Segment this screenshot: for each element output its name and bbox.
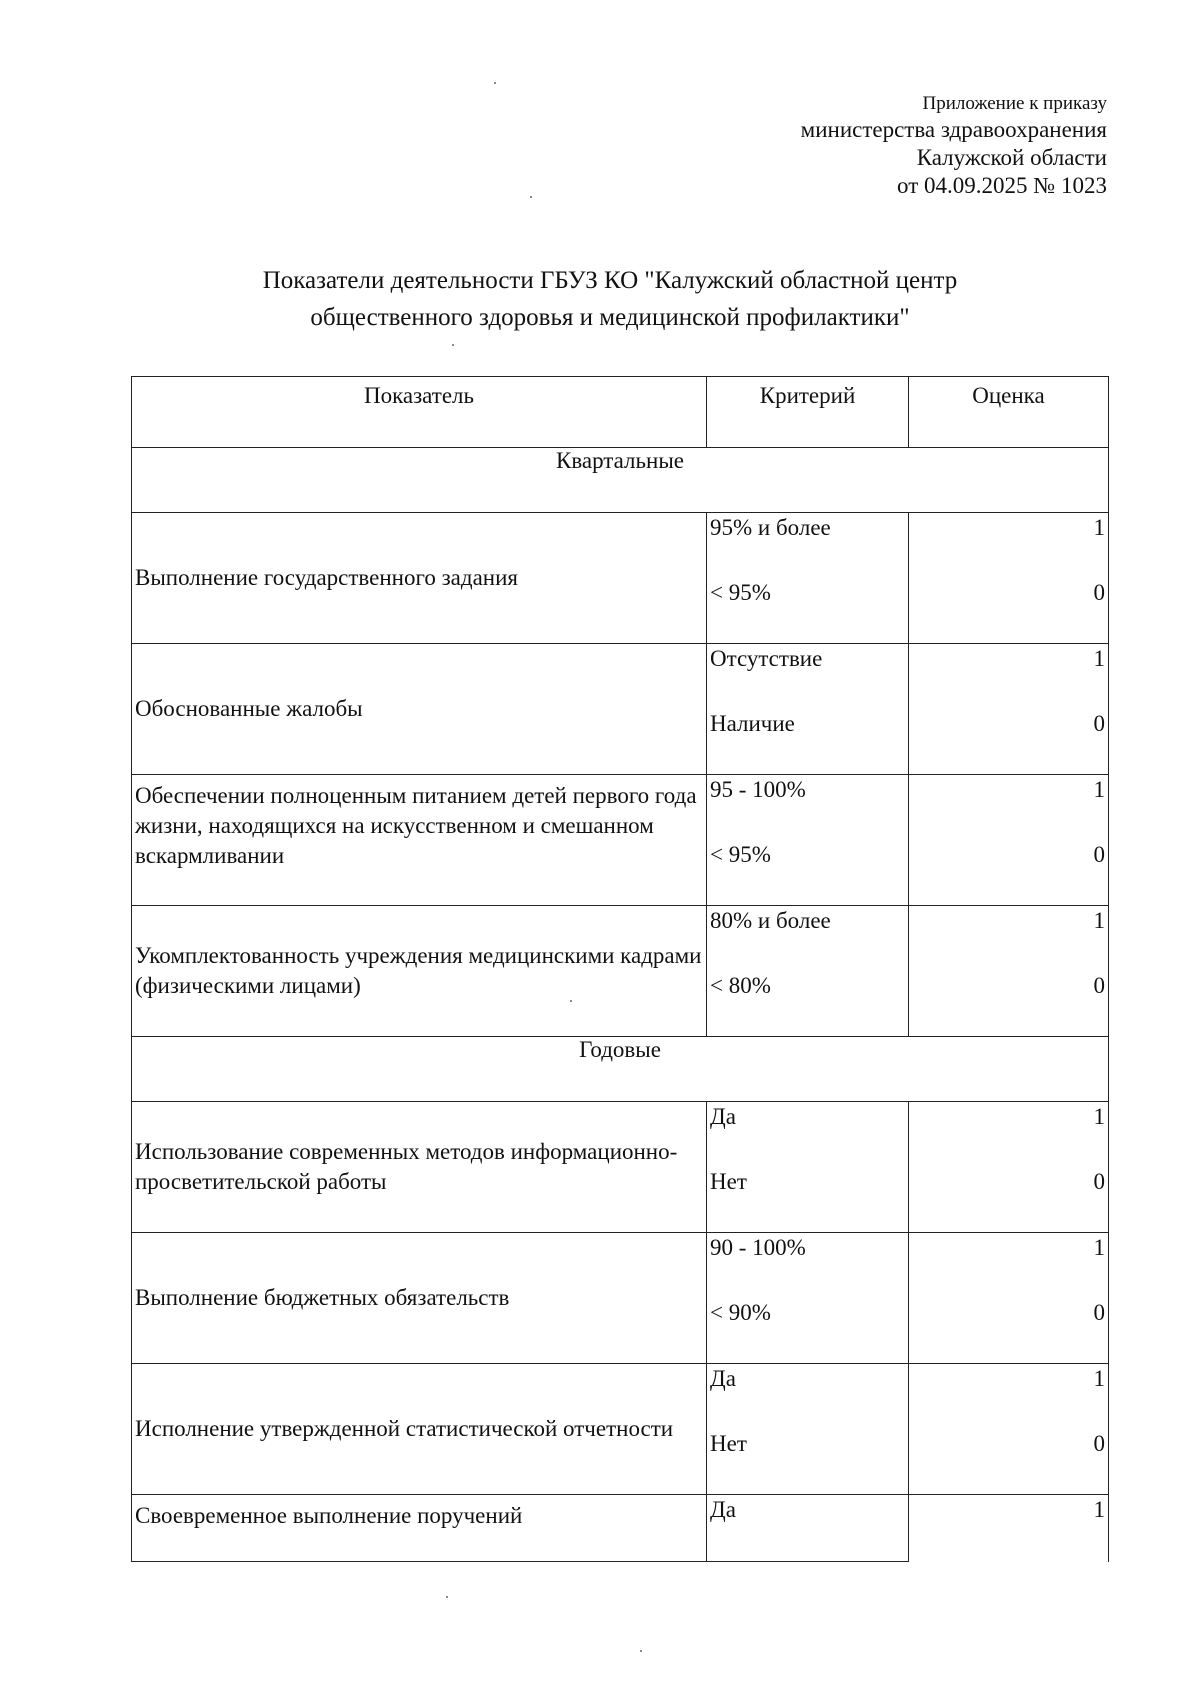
table-row <box>132 1233 1109 1364</box>
indicator-cell: Использование современных методов информационно-просветительской работы <box>132 1102 707 1233</box>
criterion-value: 80% и более <box>710 908 831 933</box>
score-cell <box>909 644 1109 775</box>
indicator-cell: Обоснованные жалобы <box>132 644 707 775</box>
indicator-cell: Выполнение бюджетных обязательств <box>132 1233 707 1364</box>
criterion-value: Да <box>710 1497 736 1522</box>
criterion-value: < 95% <box>710 580 771 605</box>
criterion-value: < 90% <box>710 1300 771 1325</box>
table-row <box>132 513 1109 644</box>
section-annual: Годовые <box>132 1037 1109 1102</box>
criterion-cell <box>707 1102 909 1233</box>
header-indicator: Показатель <box>132 377 707 448</box>
criterion-value: Да <box>710 1366 736 1391</box>
table-row <box>132 1495 1109 1562</box>
score-value: 0 <box>1093 973 1105 998</box>
criterion-cell <box>707 513 909 644</box>
table-row <box>132 1364 1109 1495</box>
criterion-cell <box>707 1233 909 1364</box>
indicators-table <box>131 376 1109 1562</box>
criterion-value: 95% и более <box>710 515 831 540</box>
score-cell <box>909 513 1109 644</box>
criterion-value: 90 - 100% <box>710 1235 806 1260</box>
criterion-cell <box>707 775 909 906</box>
score-value: 1 <box>1093 908 1105 933</box>
score-cell <box>909 906 1109 1037</box>
score-value: 1 <box>1093 1366 1105 1391</box>
criterion-value: < 80% <box>710 973 771 998</box>
table-row <box>132 775 1109 906</box>
document-title <box>200 262 1020 336</box>
header-line-1: Приложение к приказу <box>922 93 1107 114</box>
section-row <box>132 1037 1109 1102</box>
criterion-value: Нет <box>710 1431 747 1456</box>
score-value: 1 <box>1093 646 1105 671</box>
section-row <box>132 448 1109 513</box>
title-line-2: общественного здоровья и медицинской профилактики" <box>310 304 910 331</box>
indicator-cell: Выполнение государственного задания <box>132 513 707 644</box>
criterion-value: Нет <box>710 1169 747 1194</box>
criterion-value: 95 - 100% <box>710 777 806 802</box>
score-value: 1 <box>1093 1497 1105 1522</box>
scan-speck <box>570 1000 572 1002</box>
score-cell <box>909 775 1109 906</box>
criterion-cell <box>707 1364 909 1495</box>
criterion-value: Наличие <box>710 711 795 736</box>
table-header-row <box>132 377 1109 448</box>
section-quarterly: Квартальные <box>132 448 1109 513</box>
indicator-cell: Своевременное выполнение поручений <box>132 1495 707 1562</box>
scan-speck <box>446 1596 448 1598</box>
indicator-cell: Укомплектованность учреждения медицинскими кадрами (физическими лицами) <box>132 906 707 1037</box>
criterion-value: Да <box>710 1104 736 1129</box>
approval-header <box>801 92 1107 200</box>
score-cell <box>909 1233 1109 1364</box>
table-row <box>132 644 1109 775</box>
criterion-value: < 95% <box>710 842 771 867</box>
header-criterion: Критерий <box>707 377 909 448</box>
score-value: 0 <box>1093 711 1105 736</box>
score-cell <box>909 1495 1109 1562</box>
scan-speck <box>452 344 454 346</box>
indicator-cell: Исполнение утвержденной статистической отчетности <box>132 1364 707 1495</box>
table-row <box>132 1102 1109 1233</box>
title-line-1: Показатели деятельности ГБУЗ КО "Калужский областной центр <box>262 267 958 294</box>
score-value: 0 <box>1093 842 1105 867</box>
score-value: 1 <box>1093 1104 1105 1129</box>
header-line-4: от 04.09.2025 № 1023 <box>897 173 1107 198</box>
score-value: 1 <box>1093 515 1105 540</box>
indicator-cell: Обеспечении полноценным питанием детей первого года жизни, находящихся на искусственном и смешанном вскармливании <box>132 775 707 906</box>
score-value: 0 <box>1093 1169 1105 1194</box>
scan-speck <box>530 196 532 198</box>
header-line-2: министерства здравоохранения <box>800 117 1107 142</box>
criterion-cell <box>707 906 909 1037</box>
score-cell <box>909 1364 1109 1495</box>
table-row <box>132 906 1109 1037</box>
criterion-value: Отсутствие <box>710 646 823 671</box>
score-value: 0 <box>1093 1300 1105 1325</box>
score-value: 1 <box>1093 777 1105 802</box>
scan-speck <box>494 82 496 84</box>
score-cell <box>909 1102 1109 1233</box>
score-value: 1 <box>1093 1235 1105 1260</box>
header-score: Оценка <box>909 377 1109 448</box>
score-value: 0 <box>1093 580 1105 605</box>
criterion-cell <box>707 1495 909 1562</box>
scan-speck <box>640 1650 642 1652</box>
score-value: 0 <box>1093 1431 1105 1456</box>
criterion-cell <box>707 644 909 775</box>
header-line-3: Калужской области <box>916 145 1107 170</box>
